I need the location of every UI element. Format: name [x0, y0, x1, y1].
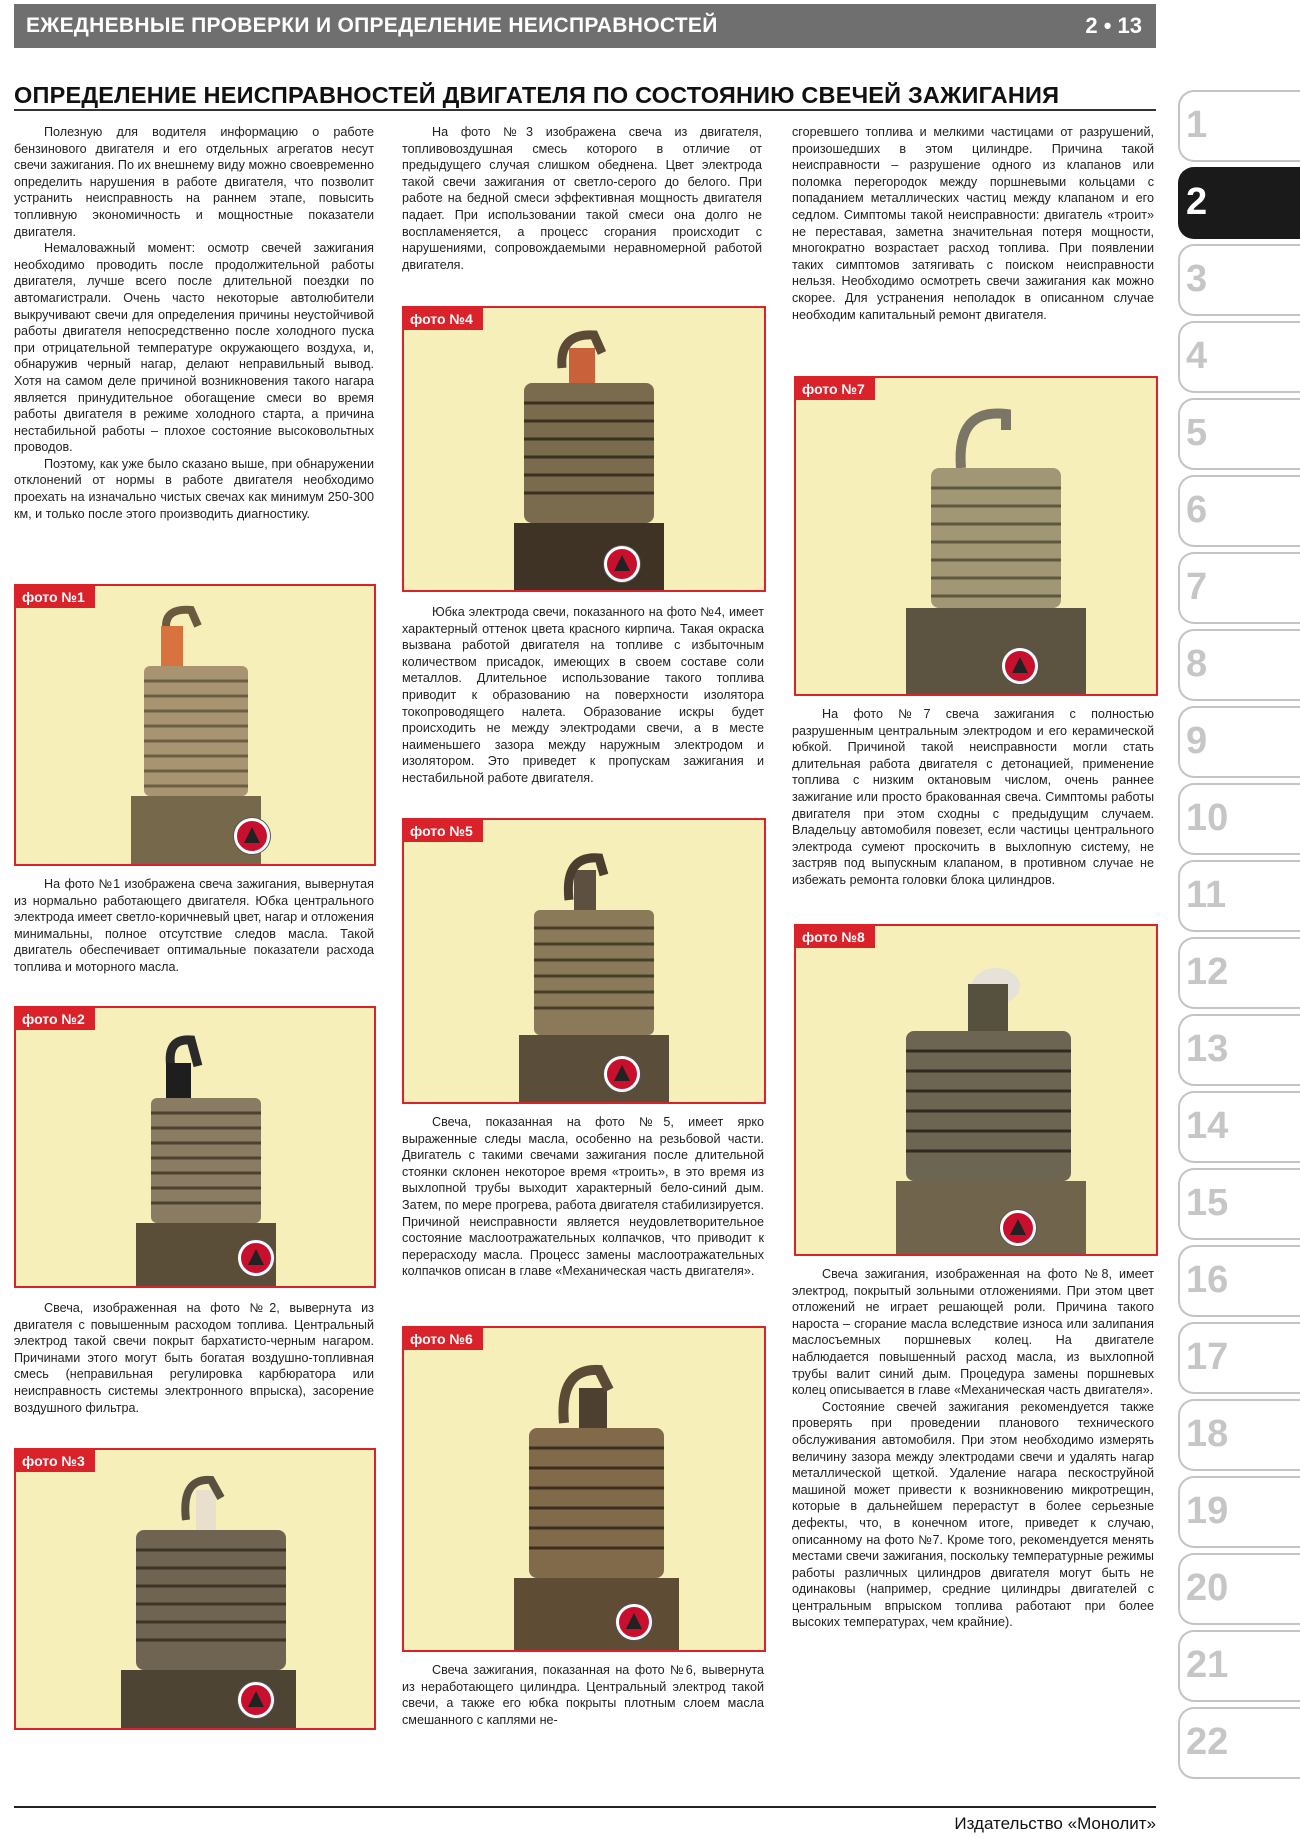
- photo-label: фото №3: [16, 1450, 95, 1472]
- paragraph: Свеча, изображенная на фото №2, вывернута из двигателя с повышенным расходом топлива. Центральный электрод такой свечи покрыт бархатисто-черным нагаром. Причинами этого могут быть богатая воздушно-топливная смесь (неправильная регулировка карбюратора или неисправность системы электронного впрыска), засорение воздушного фильтра.: [14, 1301, 374, 1415]
- chapter-tab-11[interactable]: 11: [1178, 860, 1300, 932]
- chapter-tab-10[interactable]: 10: [1178, 783, 1300, 855]
- chapter-tab-3[interactable]: 3: [1178, 244, 1300, 316]
- spark-plug-image: [796, 378, 1158, 696]
- photo-3-caption: [402, 124, 762, 273]
- chapter-tab-12[interactable]: 12: [1178, 937, 1300, 1009]
- chapter-tab-20[interactable]: 20: [1178, 1553, 1300, 1625]
- photo-label: фото №6: [404, 1328, 483, 1350]
- article-title: ОПРЕДЕЛЕНИЕ НЕИСПРАВНОСТЕЙ ДВИГАТЕЛЯ ПО СОСТОЯНИЮ СВЕЧЕЙ ЗАЖИГАНИЯ: [14, 82, 1060, 108]
- page-number: 2 • 13: [1085, 13, 1142, 38]
- chapter-tab-16[interactable]: 16: [1178, 1245, 1300, 1317]
- chapter-tab-9[interactable]: 9: [1178, 706, 1300, 778]
- photo-label: фото №2: [16, 1008, 95, 1030]
- photo-3: [14, 1448, 376, 1730]
- monolith-logo-icon: [238, 1682, 274, 1718]
- chapter-tab-22[interactable]: 22: [1178, 1707, 1300, 1779]
- section-title: ЕЖЕДНЕВНЫЕ ПРОВЕРКИ И ОПРЕДЕЛЕНИЕ НЕИСПРАВНОСТЕЙ: [26, 14, 718, 37]
- chapter-tab-7[interactable]: 7: [1178, 552, 1300, 624]
- photo-label: фото №7: [796, 378, 875, 400]
- monolith-logo-icon: [234, 818, 270, 854]
- paragraph: На фото №7 свеча зажигания с полностью разрушенным центральным электродом и его керамической юбкой. Причиной такой неисправности могли стать длительная работа двигателя с детонацией, применение топлива с низким октановым числом, очень раннее зажигание или просто бракованная свеча. Симптомы работы двигателя при этом сходны с предыдущим случаем. Владельцу автомобиля повезет, если частицы центрального электрода сумеют проскочить в выхлопную систему, не застряв под выпускным клапаном, в противном случае не избежать ремонта головки блока цилиндров.: [792, 707, 1154, 887]
- photo-5-caption: [402, 1114, 764, 1280]
- photo-label: фото №1: [16, 586, 95, 608]
- paragraph: На фото №1 изображена свеча зажигания, вывернутая из нормально работающего двигателя. Юбка центрального электрода имеет светло-коричневый цвет, нагар и отложения минимальны, полное отсутствие следов масла. Такой двигатель обеспечивает оптимальные показатели расхода топлива и моторного масла.: [14, 877, 374, 974]
- chapter-tab-18[interactable]: 18: [1178, 1399, 1300, 1471]
- photo-2: [14, 1006, 376, 1288]
- paragraph: Поэтому, как уже было сказано выше, при обнаружении отклонений от нормы в работе двигателя необходимо проехать на изначально чистых свечах как минимум 250-300 км, и только после этого производить диагностику.: [14, 456, 374, 521]
- monolith-logo-icon: [604, 546, 640, 582]
- photo-8-caption: [792, 1266, 1154, 1631]
- spark-plug-image: [404, 820, 766, 1104]
- spark-plug-image: [796, 926, 1158, 1256]
- paragraph: На фото №3 изображена свеча из двигателя, топливовоздушная смесь которого в отличие от предыдущего случая слишком обеднена. Цвет электрода такой свечи зажигания от светло-серого до белого. При работе на бедной смеси эффективная мощность двигателя падает. При использовании такой смеси она долго не воспламеняется, а процесс сгорания происходит с нарушениями, сопровождаемыми неравномерной работой двигателя.: [402, 125, 762, 272]
- photo-4: [402, 306, 766, 592]
- photo-7: [794, 376, 1158, 696]
- paragraph: Полезную для водителя информацию о работе бензинового двигателя и его отдельных агрегатов несут свечи зажигания. По их внешнему виду можно своевременно определить нарушения в работе двигателя, что позволит устранить неисправность на раннем этапе, повысить топливную экономичность и мощностные показатели двигателя.: [14, 125, 374, 239]
- chapter-tab-5[interactable]: 5: [1178, 398, 1300, 470]
- monolith-logo-icon: [238, 1240, 274, 1276]
- photo-5: [402, 818, 766, 1104]
- chapter-tab-1[interactable]: 1: [1178, 90, 1300, 162]
- chapter-tab-15[interactable]: 15: [1178, 1168, 1300, 1240]
- paragraph: Свеча зажигания, показанная на фото №6, вывернута из неработающего цилиндра. Центральный электрод такой свечи, а также его юбка покрыты плотным слоем масла смешанного с каплями не-: [402, 1663, 764, 1727]
- monolith-logo-icon: [1002, 648, 1038, 684]
- spark-plug-image: [404, 1328, 766, 1652]
- monolith-logo-icon: [616, 1604, 652, 1640]
- chapter-tab-2[interactable]: 2: [1178, 167, 1300, 239]
- paragraph: Немаловажный момент: осмотр свечей зажигания необходимо проводить после продолжительной работы двигателя, лучше всего после длительной поездки по автомагистрали. Очень часто некоторые автолюбители выкручивают свечи для определения причины неустойчивой работы двигателя непосредственно после холодного пуска при отрицательной температуре окружающего воздуха, и, обнаружив черный нагар, делают неправильный вывод. Хотя на самом деле причиной возникновения такого нагара является принудительное обогащение смеси во время работы двигателя в режиме холодного старта, а причина нестабильной работы – плохое состояние высоковольтных проводов.: [14, 241, 374, 455]
- publisher-name: Издательство «Монолит»: [954, 1814, 1156, 1833]
- title-divider: [14, 109, 1156, 111]
- monolith-logo-icon: [604, 1056, 640, 1092]
- paragraph: Свеча зажигания, изображенная на фото №8, имеет электрод, покрытый зольными отложениями. При этом цвет отложений не играет решающей роли. Причина такого нароста – сгорание масла вследствие износа или залипания маслосъемных поршневых колец. На двигателе наблюдается повышенный расход масла, из выхлопной трубы валит синий дым. Процедура замены поршневых колец описывается в главе «Механическая часть двигателя».: [792, 1267, 1154, 1398]
- photo-8: [794, 924, 1158, 1256]
- monolith-logo-icon: [1000, 1210, 1036, 1246]
- photo-2-caption: [14, 1300, 374, 1416]
- photo-label: фото №8: [796, 926, 875, 948]
- photo-7-caption: [792, 706, 1154, 889]
- photo-1: [14, 584, 376, 866]
- photo-6-caption: [402, 1662, 764, 1728]
- column-3-continuation: [792, 124, 1154, 323]
- chapter-tab-17[interactable]: 17: [1178, 1322, 1300, 1394]
- paragraph: Юбка электрода свечи, показанного на фото №4, имеет характерный оттенок цвета красного кирпича. Такая окраска вызвана работой двигателя на топливе с избыточным количеством присадок, имеющих в своем составе соли металлов. Длительное использование такого топлива приводит к образованию на поверхности изолятора токопроводящего налета. Образование искры будет происходить не между электродами свечи, а в месте наименьшего зазора между наружным электродом и изолятором. Это приведет к пропускам зажигания и нестабильной работе двигателя.: [402, 605, 764, 785]
- spark-plug-image: [16, 586, 376, 866]
- chapter-tab-14[interactable]: 14: [1178, 1091, 1300, 1163]
- spark-plug-image: [404, 308, 766, 592]
- photo-1-caption: [14, 876, 374, 976]
- photo-label: фото №5: [404, 820, 483, 842]
- paragraph: Свеча, показанная на фото №5, имеет ярко выраженные следы масла, особенно на резьбовой части. Двигатель с такими свечами зажигания после длительной стоянки склонен некоторое время «троить», в это время из выхлопной трубы выходит характерный бело-синий дым. Затем, по мере прогрева, работа двигателя стабилизируется. Причиной неисправности является неудовлетворительное состояние маслоотражательных колпачков, что приводит к перерасходу масла. Процесс замены маслоотражательных колпачков описан в главе «Механическая часть двигателя».: [402, 1115, 764, 1279]
- photo-6: [402, 1326, 766, 1652]
- paragraph: сгоревшего топлива и мелкими частицами от разрушений, произошедших в этом цилиндре. Причина такой неисправности – разрушение одного из клапанов или поломка перегородок между поршневыми кольцами с попаданием металлических частиц между клапаном и его седлом. Симптомы такой неисправности: двигатель «троит» не переставая, заметна значительная потеря мощности, многократно возрастает расход топлива. При появлении таких симптомов затягивать с поиском неисправности нельзя. Необходимо осмотреть свечи зажигания как можно скорее. Для устранения неполадок в описанном случае необходим капитальный ремонт двигателя.: [792, 125, 1154, 322]
- footer-divider: [14, 1806, 1156, 1808]
- photo-label: фото №4: [404, 308, 483, 330]
- spark-plug-image: [16, 1008, 376, 1288]
- chapter-tab-19[interactable]: 19: [1178, 1476, 1300, 1548]
- header-bar: [14, 4, 1156, 48]
- paragraph: Состояние свечей зажигания рекомендуется также проверять при проведении планового технического обслуживания автомобиля. При этом необходимо измерять величину зазора между электродами свечи и удалять нагар металлической щеткой. Удаление нагара пескоструйной машиной может привести к возникновению микротрещин, которые в дальнейшем перерастут в более серьезные дефекты, что, в конечном итоге, приведет к случаю, описанному на фото №7. Кроме того, рекомендуется менять местами свечи зажигания, поскольку температурные режимы работы различных цилиндров двигателя могут быть не одинаковы (например, средние цилиндры двигателей с центральным впрыском топлива работают при более высоких температурах, чем крайние).: [792, 1399, 1154, 1630]
- chapter-tab-4[interactable]: 4: [1178, 321, 1300, 393]
- chapter-tab-6[interactable]: 6: [1178, 475, 1300, 547]
- chapter-tab-13[interactable]: 13: [1178, 1014, 1300, 1086]
- chapter-tab-21[interactable]: 21: [1178, 1630, 1300, 1702]
- chapter-tab-8[interactable]: 8: [1178, 629, 1300, 701]
- photo-4-caption: [402, 604, 764, 787]
- column-1-intro: [14, 124, 374, 522]
- spark-plug-image: [16, 1450, 376, 1730]
